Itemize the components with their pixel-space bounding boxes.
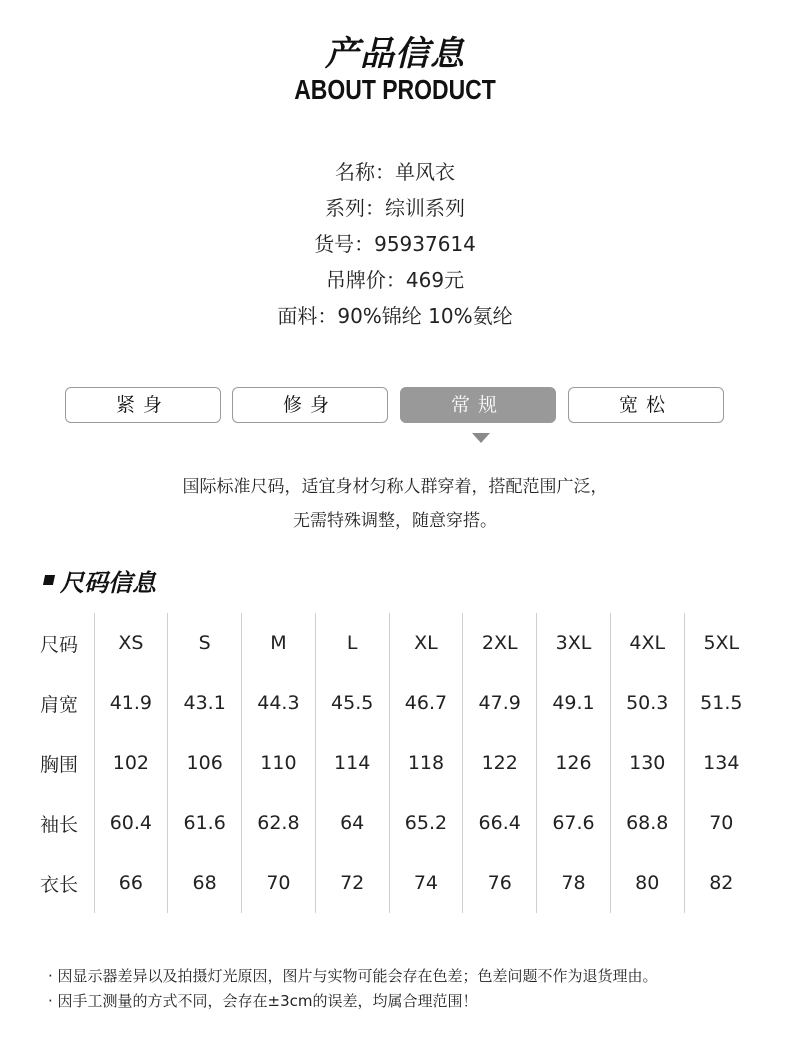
- square-bullet-icon: [43, 575, 55, 585]
- size-table-header-cell: XL: [389, 613, 463, 673]
- size-table-cell: 80: [610, 853, 684, 913]
- size-table-cell: 68: [168, 853, 242, 913]
- size-table-cell: 47.9: [463, 673, 537, 733]
- size-table-cell: 49.1: [537, 673, 611, 733]
- size-table-cell: 122: [463, 733, 537, 793]
- size-table-row-label: 胸围: [40, 753, 79, 776]
- size-table-cell: 67.6: [537, 793, 611, 853]
- size-table-row: [30, 733, 758, 793]
- size-table-cell: 76: [463, 853, 537, 913]
- size-table-row-label: 袖长: [40, 813, 79, 836]
- size-table-row-label: 肩宽: [40, 693, 79, 716]
- size-table-cell: 70: [242, 853, 316, 913]
- size-table-cell: 51.5: [684, 673, 758, 733]
- fit-option-slim[interactable]: 修身: [232, 387, 388, 423]
- size-section-title: 尺码信息: [60, 568, 156, 597]
- disclaimer-notes: [48, 964, 768, 1014]
- size-table-cell: 44.3: [242, 673, 316, 733]
- size-table-cell: 66.4: [463, 793, 537, 853]
- disclaimer-note: · 因显示器差异以及拍摄灯光原因，图片与实物可能会存在色差；色差问题不作为退货理由。: [48, 967, 658, 985]
- disclaimer-note: · 因手工测量的方式不同，会存在±3cm的误差，均属合理范围！: [48, 992, 478, 1010]
- size-table-cell: 66: [94, 853, 168, 913]
- size-table-cell: 78: [537, 853, 611, 913]
- size-table-cell: 126: [537, 733, 611, 793]
- size-table-header-cell: 3XL: [537, 613, 611, 673]
- size-table-cell: 72: [315, 853, 389, 913]
- size-table-header-cell: M: [242, 613, 316, 673]
- size-table-cell: 65.2: [389, 793, 463, 853]
- size-section-header: [44, 562, 156, 598]
- page-subtitle: ABOUT PRODUCT: [294, 74, 496, 105]
- size-table-row: [30, 793, 758, 853]
- info-sku: 货号：95937614: [314, 232, 476, 256]
- size-table-cell: 102: [94, 733, 168, 793]
- size-table: [30, 613, 758, 913]
- fit-option-tight[interactable]: 紧身: [65, 387, 221, 423]
- size-table-cell: 134: [684, 733, 758, 793]
- fit-pointer-icon: [472, 433, 490, 443]
- fit-option-loose[interactable]: 宽松: [568, 387, 724, 423]
- size-table-cell: 62.8: [242, 793, 316, 853]
- size-table-cell: 106: [168, 733, 242, 793]
- product-info: [0, 154, 790, 334]
- size-table-cell: 130: [610, 733, 684, 793]
- size-table-cell: 45.5: [315, 673, 389, 733]
- info-name: 名称：单风衣: [335, 160, 455, 184]
- fit-description: [0, 470, 790, 538]
- page-title: 产品信息: [325, 34, 465, 74]
- fit-description-line: 无需特殊调整，随意穿搭。: [293, 511, 497, 531]
- size-table-cell: 61.6: [168, 793, 242, 853]
- size-table-cell: 50.3: [610, 673, 684, 733]
- info-fabric: 面料：90%锦纶 10%氨纶: [277, 304, 513, 328]
- size-table-header-cell: L: [315, 613, 389, 673]
- size-table-cell: 64: [315, 793, 389, 853]
- size-table-row-label: 衣长: [40, 873, 79, 896]
- info-price: 吊牌价：469元: [325, 268, 465, 292]
- size-table-cell: 60.4: [94, 793, 168, 853]
- size-table-header-cell: 2XL: [463, 613, 537, 673]
- size-table-row: [30, 853, 758, 913]
- size-table-row-label: 尺码: [40, 633, 79, 656]
- fit-selector: [65, 387, 725, 423]
- size-table-cell: 41.9: [94, 673, 168, 733]
- size-table-cell: 70: [684, 793, 758, 853]
- size-table-cell: 43.1: [168, 673, 242, 733]
- size-table-cell: 74: [389, 853, 463, 913]
- size-table-header-cell: XS: [94, 613, 168, 673]
- fit-option-regular[interactable]: 常规: [400, 387, 556, 423]
- size-table-cell: 110: [242, 733, 316, 793]
- size-table-header-cell: 5XL: [684, 613, 758, 673]
- fit-description-line: 国际标准尺码，适宜身材匀称人群穿着，搭配范围广泛，: [182, 477, 608, 497]
- size-table-cell: 118: [389, 733, 463, 793]
- size-table-row: [30, 673, 758, 733]
- size-table-cell: 114: [315, 733, 389, 793]
- size-table-header-cell: 4XL: [610, 613, 684, 673]
- size-table-header-cell: S: [168, 613, 242, 673]
- size-table-cell: 82: [684, 853, 758, 913]
- size-table-header-row: [30, 613, 758, 673]
- size-table-cell: 68.8: [610, 793, 684, 853]
- size-table-cell: 46.7: [389, 673, 463, 733]
- info-series: 系列：综训系列: [325, 196, 465, 220]
